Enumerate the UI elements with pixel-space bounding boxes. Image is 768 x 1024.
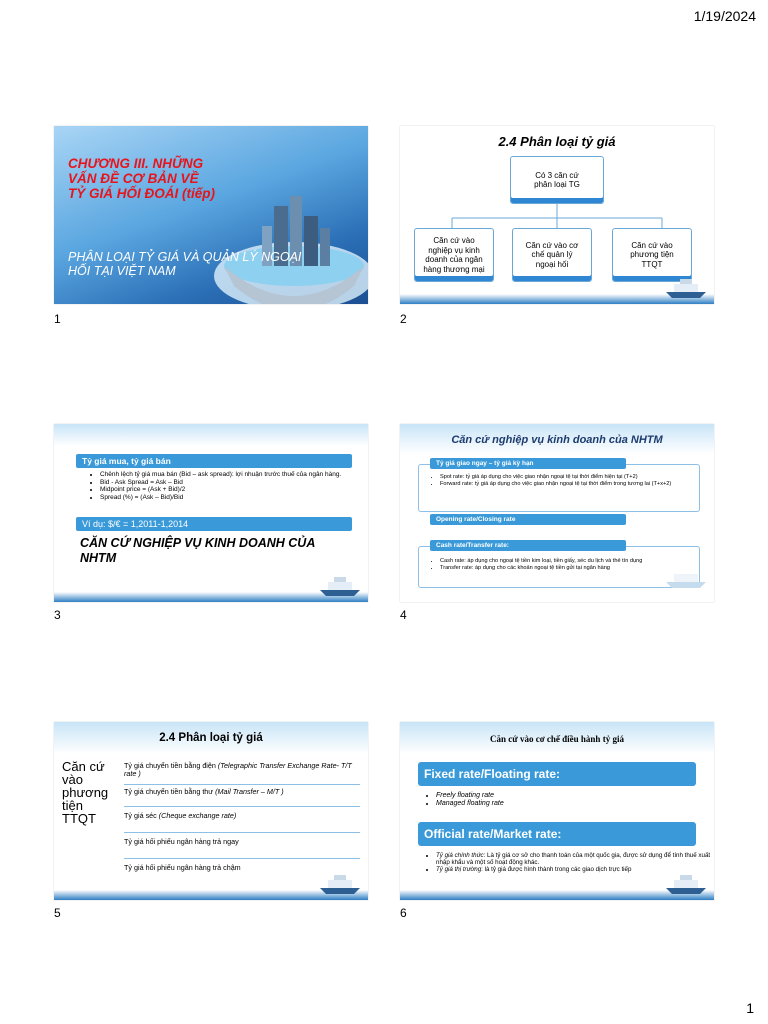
bullet-panel xyxy=(430,558,690,571)
row-text: Tỷ giá chuyển tiền bằng điện xyxy=(124,761,218,770)
node-line: Căn cứ vào cơ xyxy=(525,240,579,250)
row-text: Tỷ giá chuyển tiền bằng thư xyxy=(124,787,216,796)
section-heading xyxy=(80,536,350,566)
category-line: phương xyxy=(62,785,109,800)
bullet-panel xyxy=(430,474,690,487)
slide-1 xyxy=(54,126,368,304)
node-line: Căn cứ vào xyxy=(631,240,673,250)
row-italic: (Mail Transfer – M/T ) xyxy=(215,787,284,796)
org-chart-node xyxy=(414,228,494,282)
slide-3 xyxy=(54,424,368,602)
section-bar: Cash rate/Transfer rate: xyxy=(430,540,626,551)
bullet-list xyxy=(430,558,690,571)
node-line: phân loại TG xyxy=(534,180,580,189)
bullet-list xyxy=(430,474,690,487)
page-number: 1 xyxy=(746,1000,754,1016)
list-item: • Forward rate: tỷ giá áp dụng cho việc giao nhận ngoại tệ tại thời điểm trong tương lai (T+x+2) xyxy=(440,481,690,488)
table-row xyxy=(124,762,360,785)
list-item: • Bid - Ask Spread = Ask – Bid xyxy=(100,479,360,487)
title-line: VẤN ĐỀ CƠ BẢN VỀ xyxy=(68,171,199,186)
list-item-text: : Là tỷ giá cơ sở cho thanh toán của một quốc gia, được sử dụng để tính thuế xuất nhập khẩu và một số hoạt động khác. xyxy=(436,852,711,866)
slide-5 xyxy=(54,722,368,900)
slide-1-title xyxy=(68,156,268,201)
node-line: hàng thương mại xyxy=(423,264,485,274)
row-text: Tỷ giá séc xyxy=(124,811,159,820)
list-item-lead: Tỷ giá chính thức xyxy=(436,852,484,859)
row-italic: (Telegraphic Transfer Exchange Rate- T/T rate ) xyxy=(124,761,352,778)
cruise-ship-icon xyxy=(318,870,362,896)
cruise-ship-icon xyxy=(664,564,708,590)
page-date: 1/19/2024 xyxy=(693,8,756,24)
title-line: CHƯƠNG III. NHỮNG xyxy=(68,156,204,171)
category-line: Căn cứ xyxy=(62,759,105,774)
node-line: doanh của ngân xyxy=(425,255,483,264)
section-bar: Official rate/Market rate: xyxy=(418,822,696,846)
org-chart-root xyxy=(510,156,604,204)
table-row xyxy=(124,788,360,807)
slide-number: 1 xyxy=(54,312,61,326)
section-bar: Tỷ giá giao ngay – tỷ giá kỳ hạn xyxy=(430,458,626,469)
slide-6 xyxy=(400,722,714,900)
list-item: • Spread (%) = (Ask – Bid)/Bid xyxy=(100,494,360,502)
slide-header-band xyxy=(54,424,368,446)
slide-1-subtitle xyxy=(68,250,338,278)
slide-5-title: 2.4 Phân loại tỷ giá xyxy=(159,732,263,744)
node-line: TTQT xyxy=(641,259,663,269)
list-item: • Spot rate: tỷ giá áp dụng cho việc giao nhận ngoại tệ tại thời điểm hiện tại (T+2) xyxy=(440,474,690,481)
slide-6-title: Căn cứ vào cơ chế điều hành tỷ giá xyxy=(490,734,624,744)
list-item: • Chênh lệch tỷ giá mua bán (Bid – ask spread): lợi nhuận trước thuế của ngân hàng. xyxy=(100,471,360,479)
example-bar: Ví dụ: $/€ = 1,2011-1,2014 xyxy=(76,517,352,531)
bullet-list xyxy=(88,471,360,501)
list-item-lead: Tỷ giá thị trường xyxy=(436,866,482,873)
category-line: TTQT xyxy=(62,811,96,826)
row-text: Tỷ giá hối phiếu ngân hàng trả ngay xyxy=(124,837,239,846)
category-line: tiện xyxy=(62,798,83,813)
slide-4-title: Căn cứ nghiệp vụ kinh doanh của NHTM xyxy=(451,434,663,446)
slide-4 xyxy=(400,424,714,602)
slide-number: 3 xyxy=(54,608,61,622)
list-item xyxy=(436,800,706,808)
slide-number: 2 xyxy=(400,312,407,326)
cruise-ship-icon xyxy=(664,274,708,300)
slide-number: 6 xyxy=(400,906,407,920)
node-line: Căn cứ vào xyxy=(433,236,475,245)
slide-number: 4 xyxy=(400,608,407,622)
list-item: • Midpoint price = (Ask + Bid)/2 xyxy=(100,486,360,494)
list-item: • Transfer rate: áp dụng cho các khoản ngoại tệ tiền gửi tại ngân hàng xyxy=(440,565,690,572)
list-item xyxy=(436,852,712,866)
heading-line: NHTM xyxy=(80,551,117,565)
row-italic: (Cheque exchange rate) xyxy=(158,811,237,820)
section-bar: Fixed rate/Floating rate: xyxy=(418,762,696,786)
section-bar: Opening rate/Closing rate xyxy=(430,514,626,525)
subtitle-line: HỐI TẠI VIỆT NAM xyxy=(68,264,176,278)
table-row xyxy=(124,838,360,859)
bullet-list xyxy=(426,792,706,808)
org-chart-node xyxy=(512,228,592,282)
content-panel xyxy=(418,464,700,512)
list-item: • Cash rate: áp dụng cho ngoại tệ tiền kim loại, tiền giấy, séc du lịch và thẻ tín dụng xyxy=(440,558,690,565)
list-item-text: Freely floating rate xyxy=(436,792,494,799)
node-line: chế quản lý xyxy=(531,250,573,260)
section-bar: Tỷ giá mua, tỷ giá bán xyxy=(76,454,352,468)
node-line: phương tiện xyxy=(630,250,674,260)
node-line: Có 3 căn cứ xyxy=(535,170,579,180)
node-line: nghiệp vụ kinh xyxy=(428,245,480,255)
slide-2-title: 2.4 Phân loại tỷ giá xyxy=(498,134,616,149)
slide-number: 5 xyxy=(54,906,61,920)
list-item-text: : là tỷ giá được hình thành trong các giao dịch trực tiếp xyxy=(481,866,632,873)
cruise-ship-icon xyxy=(664,870,708,896)
cruise-ship-icon xyxy=(318,572,362,598)
list-item-text: Managed floating rate xyxy=(436,800,504,807)
heading-line: CĂN CỨ NGHIỆP VỤ KINH DOANH CỦA xyxy=(80,536,316,550)
node-line: ngoại hối xyxy=(535,259,569,269)
row-text: Tỷ giá hối phiếu ngân hàng trả chậm xyxy=(124,863,241,872)
list-item xyxy=(436,792,706,800)
table-row xyxy=(124,812,360,833)
category-line: vào xyxy=(62,772,83,787)
category-label xyxy=(62,760,122,825)
title-line: TỶ GIÁ HỐI ĐOÁI (tiếp) xyxy=(68,186,215,201)
subtitle-line: PHÂN LOẠI TỶ GIÁ VÀ QUẢN LÝ NGOẠI xyxy=(68,250,302,264)
slide-2 xyxy=(400,126,714,304)
